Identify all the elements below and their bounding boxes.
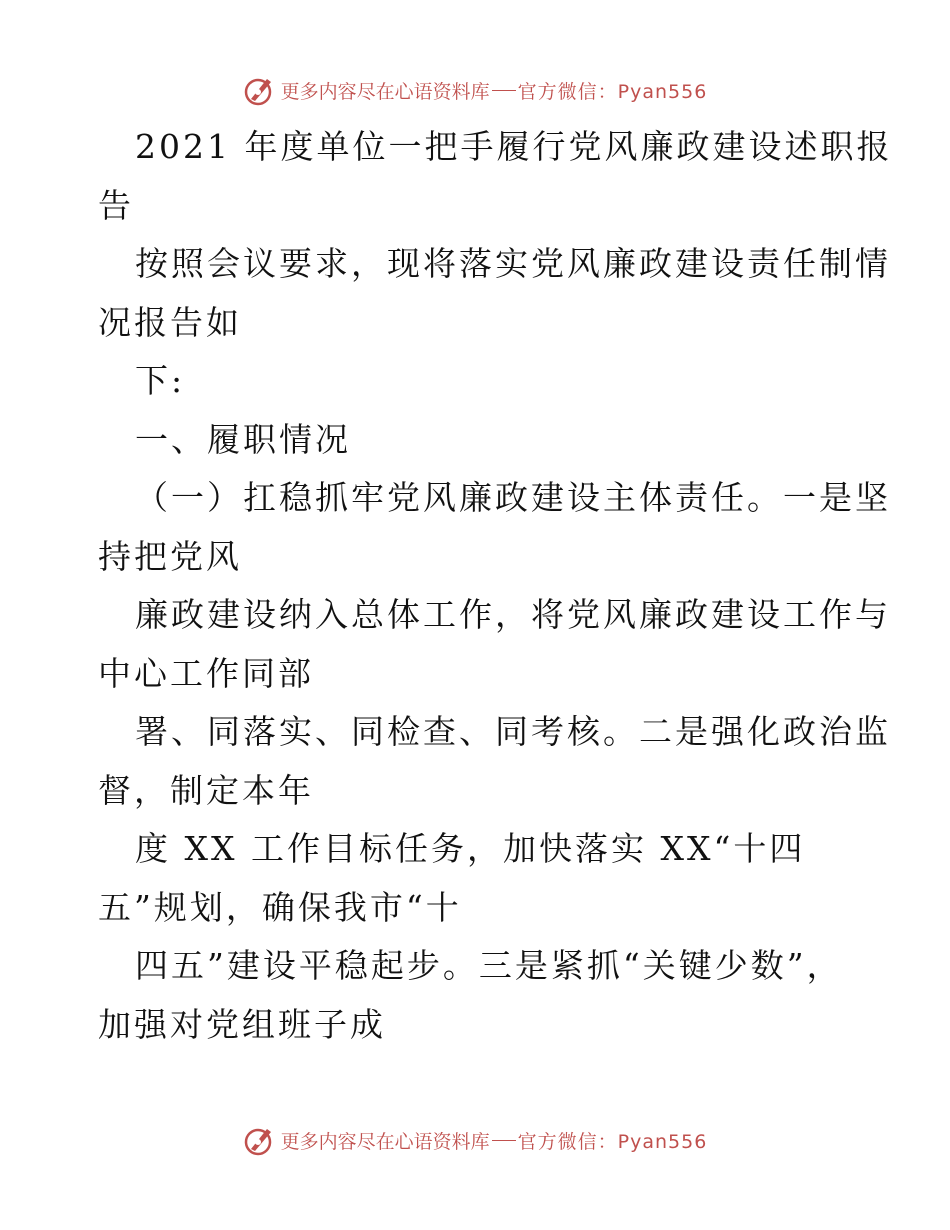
paragraph-line: 下: (135, 361, 186, 400)
paragraph-line: 署、同落实、同检查、同考核。二是强化政治监 (135, 712, 891, 751)
footer-banner (0, 1120, 950, 1160)
header-banner-text: 更多内容尽在心语资料库 (280, 80, 490, 103)
paragraph-line: 廉政建设纳入总体工作，将党风廉政建设工作与 (135, 595, 891, 634)
paragraph-line: 督，制定本年 (98, 770, 314, 810)
paragraph-line: （一）扛稳抓牢党风廉政建设主体责任。一是坚 (135, 478, 891, 517)
paragraph-line: 五”规划，确保我市“十 (98, 887, 462, 927)
footer-banner-wechat: 官方微信：Pyan556 (517, 1130, 708, 1153)
paragraph-line: 按照会议要求，现将落实党风廉政建设责任制情 (135, 244, 891, 283)
header-banner-dash (492, 90, 516, 91)
paragraph-line: 况报告如 (98, 302, 242, 342)
paragraph-line: 中心工作同部 (98, 653, 314, 693)
title-line-1: 2021 年度单位一把手履行党风廉政建设述职报 (135, 127, 893, 166)
header-banner-wechat: 官方微信：Pyan556 (517, 80, 708, 103)
footer-banner-text: 更多内容尽在心语资料库 (280, 1130, 490, 1153)
paragraph-line: 四五”建设平稳起步。三是紧抓“关键少数”， (135, 946, 843, 985)
paragraph-line: 加强对党组班子成 (98, 1004, 386, 1044)
header-banner (0, 70, 950, 110)
quill-logo-icon (243, 73, 277, 107)
quill-logo-icon (243, 1123, 277, 1157)
footer-banner-dash (492, 1140, 516, 1141)
paragraph-line: 持把党风 (98, 536, 242, 576)
section-heading: 一、履职情况 (135, 419, 351, 459)
paragraph-line: 度 XX 工作目标任务，加快落实 XX“十四 (135, 829, 806, 868)
title-line-2: 告 (98, 185, 134, 225)
document-body (98, 118, 893, 1054)
